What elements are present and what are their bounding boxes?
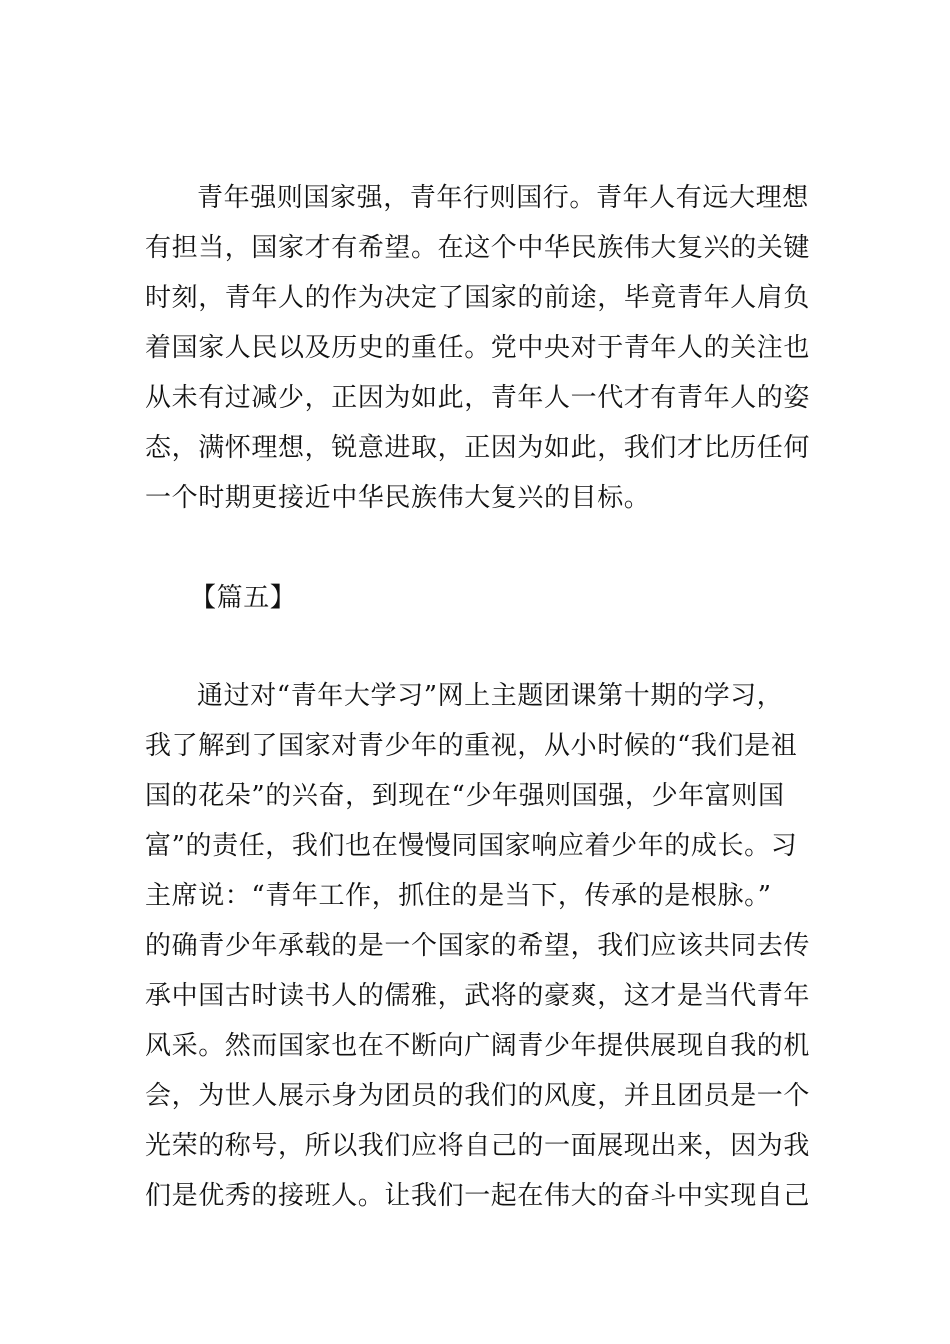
paragraph-2-line-3: 国的花朵”的兴奋，到现在“少年强则国强，少年富则国 — [145, 781, 785, 811]
paragraph-2-line-6: 的确青少年承载的是一个国家的希望，我们应该共同去传 — [145, 931, 811, 961]
paragraph-2-line-10: 光荣的称号，所以我们应将自己的一面展现出来，因为我 — [145, 1131, 811, 1161]
paragraph-1-line-5: 从未有过减少，正因为如此，青年人一代才有青年人的姿 — [145, 383, 811, 413]
paragraph-2-line-9: 会，为世人展示身为团员的我们的风度，并且团员是一个 — [145, 1081, 811, 1111]
paragraph-1-line-3: 时刻，青年人的作为决定了国家的前途，毕竟青年人肩负 — [145, 283, 811, 313]
paragraph-1-line-2: 有担当，国家才有希望。在这个中华民族伟大复兴的关键 — [145, 233, 811, 263]
paragraph-1-line-1: 青年强则国家强，青年行则国行。青年人有远大理想 — [197, 183, 809, 213]
paragraph-2-line-7: 承中国古时读书人的儒雅，武将的豪爽，这才是当代青年 — [145, 981, 811, 1011]
paragraph-2-line-4: 富”的责任，我们也在慢慢同国家响应着少年的成长。习 — [145, 831, 798, 861]
paragraph-2-line-5: 主席说：“青年工作，抓住的是当下，传承的是根脉。” — [145, 881, 772, 911]
paragraph-2-line-8: 风采。然而国家也在不断向广阔青少年提供展现自我的机 — [145, 1031, 811, 1061]
paragraph-1-line-7: 一个时期更接近中华民族伟大复兴的目标。 — [145, 483, 651, 513]
section-heading: 【篇五】 — [190, 583, 297, 613]
paragraph-2-line-11: 们是优秀的接班人。让我们一起在伟大的奋斗中实现自己 — [145, 1181, 811, 1211]
paragraph-2-line-1: 通过对“青年大学习”网上主题团课第十期的学习， — [197, 681, 784, 711]
paragraph-1-line-4: 着国家人民以及历史的重任。党中央对于青年人的关注也 — [145, 333, 811, 363]
paragraph-1-line-6: 态，满怀理想，锐意进取，正因为如此，我们才比历任何 — [145, 433, 811, 463]
paragraph-2-line-2: 我了解到了国家对青少年的重视，从小时候的“我们是祖 — [145, 731, 798, 761]
